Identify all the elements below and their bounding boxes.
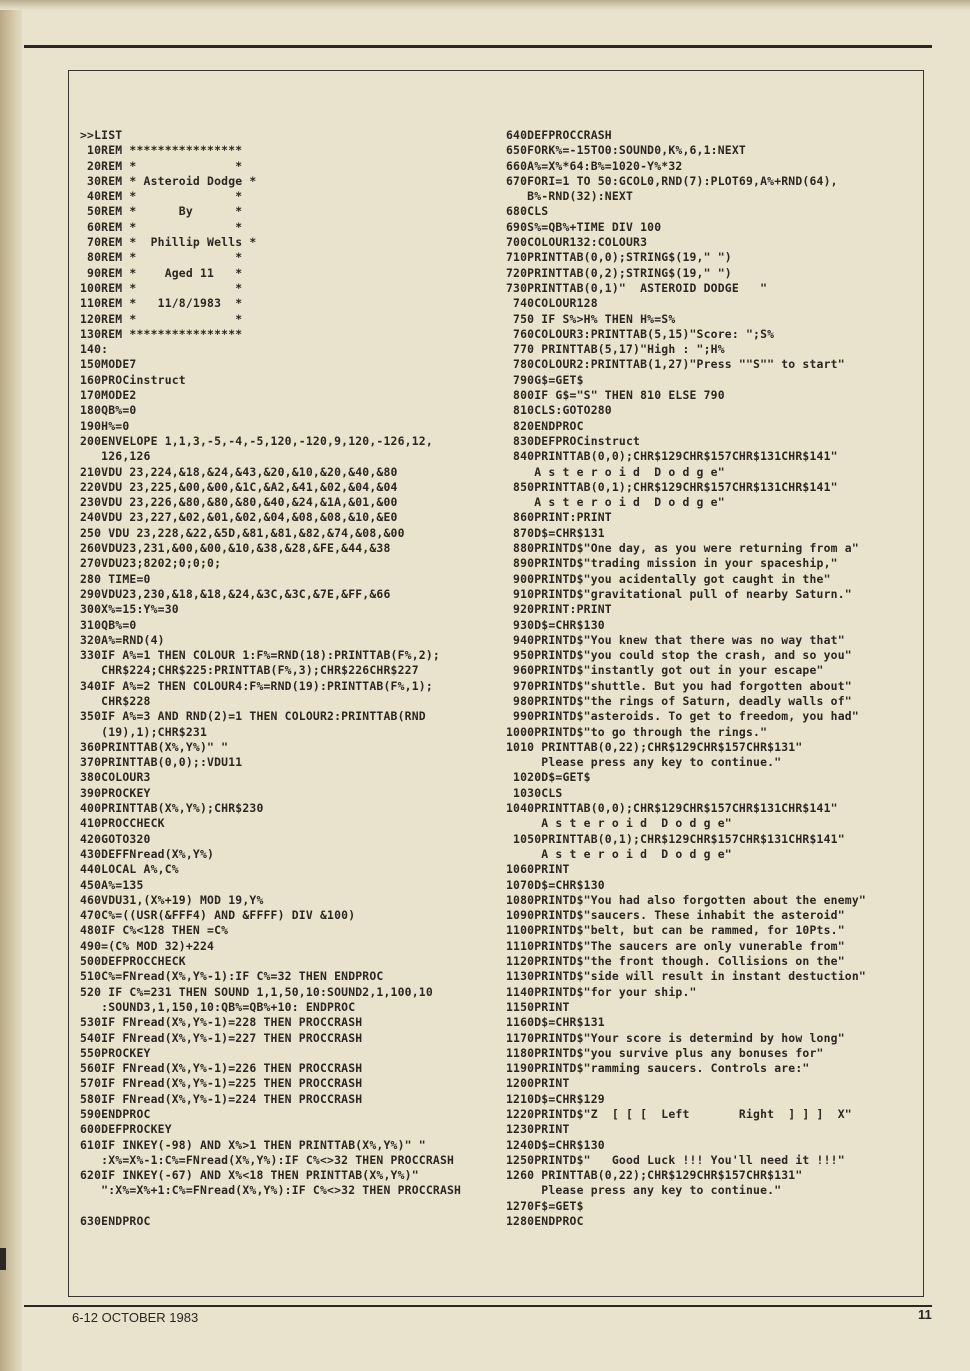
code-line: 150MODE7 <box>80 357 137 372</box>
code-line: CHR$224;CHR$225:PRINTTAB(F%,3);CHR$226CHR$227 <box>80 663 419 678</box>
code-line <box>80 1199 461 1214</box>
code-line: 1060PRINT <box>506 862 570 877</box>
code-line: 230VDU 23,226,&80,&80,&80,&40,&24,&1A,&01,&00 <box>80 495 398 510</box>
code-line: 10REM **************** <box>80 143 243 158</box>
code-line: 330IF A%=1 THEN COLOUR 1:F%=RND(18):PRINTTAB(F%,2); <box>80 648 440 663</box>
code-line: 110REM * 11/8/1983 * <box>80 296 243 311</box>
code-line: 1000PRINTD$"to go through the rings." <box>506 724 768 739</box>
code-line: 740COLOUR128 <box>506 296 598 311</box>
code-line: 700COLOUR132:COLOUR3 <box>506 235 648 250</box>
listing-left-column <box>80 128 461 1229</box>
code-line: 610IF INKEY(-98) AND X%>1 THEN PRINTTAB(X%,Y%)" " <box>80 1137 426 1152</box>
code-line: 510C%=FNread(X%,Y%-1):IF C%=32 THEN ENDPROC <box>80 969 384 984</box>
code-line: 400PRINTTAB(X%,Y%);CHR$230 <box>80 801 264 816</box>
code-line: 640DEFPROCCRASH <box>506 128 612 142</box>
code-line: (19),1);CHR$231 <box>80 724 208 739</box>
code-line: 130REM **************** <box>80 326 243 341</box>
code-line: 1160D$=CHR$131 <box>506 1015 605 1030</box>
code-line: 40REM * * <box>80 189 243 204</box>
code-line: 280 TIME=0 <box>80 571 151 586</box>
code-line: 980PRINTD$"the rings of Saturn, deadly walls of" <box>506 693 852 708</box>
code-line: CHR$228 <box>80 693 151 708</box>
code-line: 70REM * Phillip Wells * <box>80 235 257 250</box>
code-line: 1090PRINTD$"saucers. These inhabit the asteroid" <box>506 908 845 923</box>
code-line: 360PRINTTAB(X%,Y%)" " <box>80 739 229 754</box>
code-line: 520 IF C%=231 THEN SOUND 1,1,50,10:SOUND2,1,100,10 <box>80 984 433 999</box>
code-line: 470C%=((USR(&FFF4) AND &FFFF) DIV &100) <box>80 908 356 923</box>
code-line: 830DEFPROCinstruct <box>506 433 641 448</box>
code-line: 1280ENDPROC <box>506 1214 584 1229</box>
code-line: 730PRINTTAB(0,1)" ASTEROID DODGE " <box>506 280 768 295</box>
code-line: 880PRINTD$"One day, as you were returning from a" <box>506 541 859 556</box>
code-line: 120REM * * <box>80 311 243 326</box>
code-line: 620IF INKEY(-67) AND X%<18 THEN PRINTTAB(X%,Y%)" <box>80 1168 419 1183</box>
code-line: 870D$=CHR$131 <box>506 525 605 540</box>
code-line: 500DEFPROCCHECK <box>80 954 186 969</box>
code-line: 340IF A%=2 THEN COLOUR4:F%=RND(19):PRINTTAB(F%,1); <box>80 678 433 693</box>
code-line: A s t e r o i d D o d g e" <box>506 816 732 831</box>
code-line: 320A%=RND(4) <box>80 632 165 647</box>
code-line: 850PRINTTAB(0,1);CHR$129CHR$157CHR$131CHR$141" <box>506 479 838 494</box>
code-line: 1050PRINTTAB(0,1);CHR$129CHR$157CHR$131CHR$141" <box>506 831 845 846</box>
code-line: 260VDU23,231,&00,&00,&10,&38,&28,&FE,&44,&38 <box>80 541 391 556</box>
code-line: 780COLOUR2:PRINTTAB(1,27)"Press ""S"" to start" <box>506 357 845 372</box>
code-line: 1200PRINT <box>506 1076 570 1091</box>
code-line: 90REM * Aged 11 * <box>80 265 243 280</box>
code-line: 920PRINT:PRINT <box>506 602 612 617</box>
code-line: 1180PRINTD$"you survive plus any bonuses for" <box>506 1045 824 1060</box>
code-line: 1150PRINT <box>506 999 570 1014</box>
code-line: 250 VDU 23,228,&22,&5D,&81,&81,&82,&74,&08,&00 <box>80 525 405 540</box>
code-line: 530IF FNread(X%,Y%-1)=228 THEN PROCCRASH <box>80 1015 363 1030</box>
code-line: >>LIST <box>80 128 123 142</box>
code-line: 960PRINTD$"instantly got out in your escape" <box>506 663 824 678</box>
code-line: 570IF FNread(X%,Y%-1)=225 THEN PROCCRASH <box>80 1076 363 1091</box>
code-line: 300X%=15:Y%=30 <box>80 602 179 617</box>
top-rule <box>24 45 932 48</box>
code-line: 1190PRINTD$"ramming saucers. Controls are:" <box>506 1061 810 1076</box>
code-line: 600DEFPROCKEY <box>80 1122 172 1137</box>
code-line: 800IF G$="S" THEN 810 ELSE 790 <box>506 388 725 403</box>
code-line: 540IF FNread(X%,Y%-1)=227 THEN PROCCRASH <box>80 1030 363 1045</box>
code-line: 1110PRINTD$"The saucers are only vunerable from" <box>506 938 845 953</box>
code-line: 790G$=GET$ <box>506 372 584 387</box>
code-line: 420GOTO320 <box>80 831 151 846</box>
code-line: 430DEFFNread(X%,Y%) <box>80 846 215 861</box>
code-line: 930D$=CHR$130 <box>506 617 605 632</box>
code-line: 160PROCinstruct <box>80 372 186 387</box>
code-line: 690S%=QB%+TIME DIV 100 <box>506 219 662 234</box>
code-line: Please press any key to continue." <box>506 1183 782 1198</box>
code-line: 710PRINTTAB(0,0);STRING$(19," ") <box>506 250 732 265</box>
code-line: 1040PRINTTAB(0,0);CHR$129CHR$157CHR$131CHR$141" <box>506 801 838 816</box>
code-line: 1080PRINTD$"You had also forgotten about the enemy" <box>506 892 866 907</box>
code-line: 1270F$=GET$ <box>506 1198 584 1213</box>
code-line: 1250PRINTD$" Good Luck !!! You'll need it !!!" <box>506 1152 845 1167</box>
code-line: 990PRINTD$"asteroids. To get to freedom, you had" <box>506 709 859 724</box>
code-line: 1070D$=CHR$130 <box>506 877 605 892</box>
code-line: 290VDU23,230,&18,&18,&24,&3C,&3C,&7E,&FF,&66 <box>80 586 391 601</box>
code-line: 190H%=0 <box>80 418 130 433</box>
code-line: 440LOCAL A%,C% <box>80 862 179 877</box>
code-line: 970PRINTD$"shuttle. But you had forgotten about" <box>506 678 852 693</box>
code-line: 670FORI=1 TO 50:GCOL0,RND(7):PLOT69,A%+RND(64), <box>506 173 838 188</box>
code-line: 1030CLS <box>506 785 563 800</box>
code-line: 580IF FNread(X%,Y%-1)=224 THEN PROCCRASH <box>80 1091 363 1106</box>
code-line: 820ENDPROC <box>506 418 584 433</box>
code-line: 900PRINTD$"you acidentally got caught in the" <box>506 571 831 586</box>
code-line: 910PRINTD$"gravitational pull of nearby Saturn." <box>506 586 852 601</box>
code-line: 460VDU31,(X%+19) MOD 19,Y% <box>80 892 264 907</box>
code-line: ":X%=X%+1:C%=FNread(X%,Y%):IF C%<>32 THEN PROCCRASH <box>80 1183 462 1198</box>
code-line: 550PROCKEY <box>80 1045 151 1060</box>
code-line: 1230PRINT <box>506 1122 570 1137</box>
code-line: 140: <box>80 342 109 357</box>
code-line: 20REM * * <box>80 158 243 173</box>
code-line: 1010 PRINTTAB(0,22);CHR$129CHR$157CHR$131" <box>506 739 803 754</box>
code-line: Please press any key to continue." <box>506 755 782 770</box>
code-line: 720PRINTTAB(0,2);STRING$(19," ") <box>506 265 732 280</box>
code-line: 1020D$=GET$ <box>506 770 591 785</box>
code-line: 1130PRINTD$"side will result in instant destuction" <box>506 969 866 984</box>
code-line: 950PRINTD$"you could stop the crash, and so you" <box>506 648 852 663</box>
code-line: 180QB%=0 <box>80 403 137 418</box>
code-line: 1240D$=CHR$130 <box>506 1137 605 1152</box>
code-line: 770 PRINTTAB(5,17)"High : ";H% <box>506 342 725 357</box>
binding-mark <box>0 1248 6 1270</box>
code-line: 310QB%=0 <box>80 617 137 632</box>
code-line: 50REM * By * <box>80 204 243 219</box>
code-line: 100REM * * <box>80 280 243 295</box>
code-line: 630ENDPROC <box>80 1214 151 1229</box>
code-line: 660A%=X%*64:B%=1020-Y%*32 <box>506 158 683 173</box>
code-line: 80REM * * <box>80 250 243 265</box>
code-line: 890PRINTD$"trading mission in your spaceship," <box>506 556 838 571</box>
code-line: 750 IF S%>H% THEN H%=S% <box>506 311 676 326</box>
code-line: 350IF A%=3 AND RND(2)=1 THEN COLOUR2:PRINTTAB(RND <box>80 709 426 724</box>
code-line: 860PRINT:PRINT <box>506 510 612 525</box>
code-line: 220VDU 23,225,&00,&00,&1C,&A2,&41,&02,&04,&04 <box>80 479 398 494</box>
bottom-rule <box>24 1305 932 1307</box>
page-top-shadow <box>0 0 970 10</box>
code-line: 1220PRINTD$"Z [ [ [ Left Right ] ] ] X" <box>506 1107 852 1121</box>
code-line: A s t e r o i d D o d g e" <box>506 495 725 510</box>
code-line: 940PRINTD$"You knew that there was no way that" <box>506 632 845 647</box>
code-line: 490=(C% MOD 32)+224 <box>80 938 215 953</box>
code-line: 126,126 <box>80 449 151 464</box>
code-line: 1260 PRINTTAB(0,22);CHR$129CHR$157CHR$131" <box>506 1168 803 1183</box>
issue-date: 6-12 OCTOBER 1983 <box>72 1310 199 1325</box>
code-line: A s t e r o i d D o d g e" <box>506 464 725 479</box>
code-line: :X%=X%-1:C%=FNread(X%,Y%):IF C%<>32 THEN PROCCRASH <box>80 1152 455 1167</box>
code-line: 60REM * * <box>80 219 243 234</box>
code-line: 1210D$=CHR$129 <box>506 1091 605 1106</box>
code-line: 30REM * Asteroid Dodge * <box>80 173 257 188</box>
code-line: 1100PRINTD$"belt, but can be rammed, for 10Pts." <box>506 923 845 938</box>
code-line: 370PRINTTAB(0,0);:VDU11 <box>80 755 243 770</box>
code-line: 680CLS <box>506 204 549 219</box>
code-line: 560IF FNread(X%,Y%-1)=226 THEN PROCCRASH <box>80 1061 363 1076</box>
page-number: 11 <box>918 1307 932 1322</box>
code-line: 650FORK%=-15TO0:SOUND0,K%,6,1:NEXT <box>506 143 746 158</box>
code-line: :SOUND3,1,150,10:QB%=QB%+10: ENDPROC <box>80 999 356 1014</box>
code-line: 810CLS:GOTO280 <box>506 403 612 418</box>
listing-right-column <box>506 128 866 1229</box>
code-line: 840PRINTTAB(0,0);CHR$129CHR$157CHR$131CHR$141" <box>506 449 838 464</box>
page-gutter <box>0 0 22 1371</box>
code-line: 200ENVELOPE 1,1,3,-5,-4,-5,120,-120,9,120,-126,12, <box>80 433 433 448</box>
code-line: 450A%=135 <box>80 877 144 892</box>
code-line: 390PROCKEY <box>80 785 151 800</box>
code-line: 1140PRINTD$"for your ship." <box>506 984 697 999</box>
code-line: 480IF C%<128 THEN =C% <box>80 923 229 938</box>
code-line: B%-RND(32):NEXT <box>506 189 634 204</box>
code-line: 760COLOUR3:PRINTTAB(5,15)"Score: ";S% <box>506 326 775 341</box>
code-line: 1120PRINTD$"the front though. Collisions on the" <box>506 954 845 969</box>
code-line: 210VDU 23,224,&18,&24,&43,&20,&10,&20,&40,&80 <box>80 464 398 479</box>
code-line: A s t e r o i d D o d g e" <box>506 846 732 861</box>
code-line: 590ENDPROC <box>80 1107 151 1121</box>
code-line: 170MODE2 <box>80 388 137 403</box>
code-line: 410PROCCHECK <box>80 816 165 831</box>
code-line: 240VDU 23,227,&02,&01,&02,&04,&08,&08,&10,&E0 <box>80 510 398 525</box>
code-line: 380COLOUR3 <box>80 770 151 785</box>
code-line: 1170PRINTD$"Your score is determind by how long" <box>506 1030 845 1045</box>
code-line: 270VDU23;8202;0;0;0; <box>80 556 222 571</box>
